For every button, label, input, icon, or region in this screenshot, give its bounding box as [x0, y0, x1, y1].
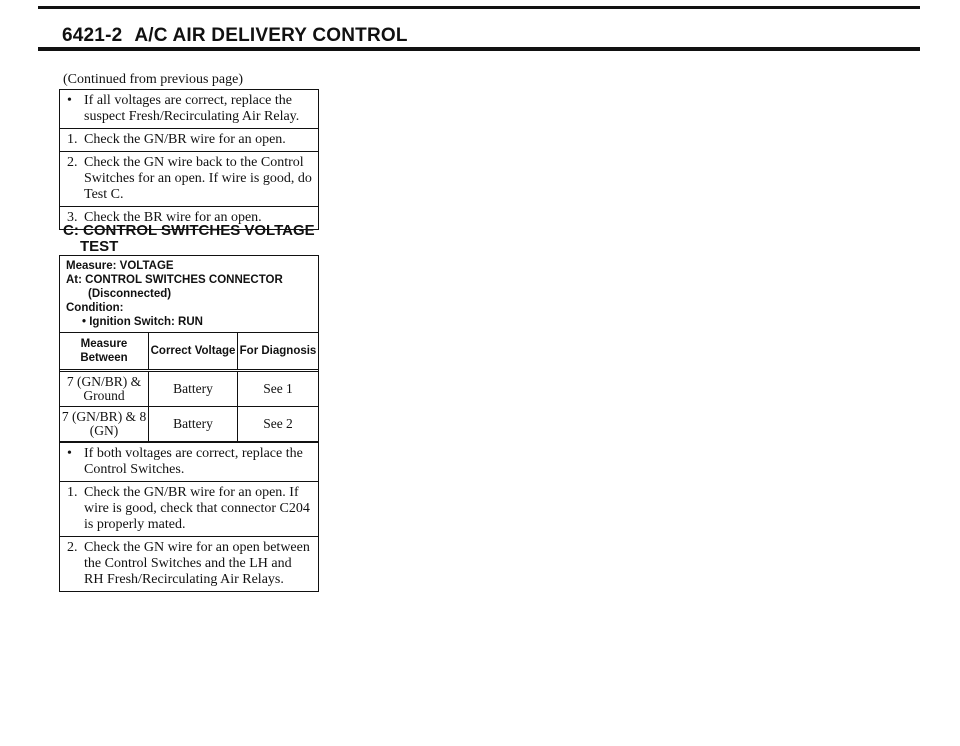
table-header-row — [60, 333, 318, 371]
table-cell: Battery — [149, 371, 238, 407]
column-header: For Diagnosis — [238, 333, 319, 371]
continued-note: (Continued from previous page) — [63, 72, 244, 87]
table-row — [60, 371, 318, 407]
diagnosis-box-b — [59, 89, 319, 230]
table-cell: 7 (GN/BR) & Ground — [60, 371, 149, 407]
item-text: Check the GN wire back to the Control Switches for an open. If wire is good, do Test C. — [84, 155, 312, 202]
list-item — [60, 152, 318, 207]
voltage-table — [60, 333, 318, 442]
bullet-marker: • — [67, 446, 72, 461]
item-text: Check the BR wire for an open. — [84, 210, 262, 225]
section-title-line1: C: CONTROL SWITCHES VOLTAGE — [63, 222, 315, 239]
diagnosis-box-c — [59, 255, 319, 592]
diagnosis-list — [60, 442, 318, 591]
header-rule — [38, 47, 920, 51]
list-item — [60, 536, 318, 591]
step-number: 1. — [67, 485, 78, 500]
list-item — [60, 481, 318, 536]
measure-line: Measure: VOLTAGE — [66, 260, 174, 272]
section-title-line2: TEST — [80, 238, 119, 255]
condition-item: • Ignition Switch: RUN — [82, 316, 203, 328]
list-item — [60, 90, 318, 129]
at-sub: (Disconnected) — [88, 288, 172, 300]
at-line: At: CONTROL SWITCHES CONNECTOR — [66, 274, 283, 286]
table-cell: Battery — [149, 407, 238, 442]
column-header: Measure Between — [60, 333, 149, 371]
table-cell: 7 (GN/BR) & 8 (GN) — [60, 407, 149, 442]
page-title: A/C AIR DELIVERY CONTROL — [134, 25, 408, 46]
item-text: If both voltages are correct, replace the Control Switches. — [84, 446, 303, 477]
column-header: Correct Voltage — [149, 333, 238, 371]
table-row — [60, 407, 318, 442]
page-header — [62, 25, 408, 47]
top-rule — [38, 6, 920, 9]
step-number: 1. — [67, 132, 78, 147]
item-text: Check the GN wire for an open between the Control Switches and the LH and RH Fresh/Recirculating Air Relays. — [84, 540, 310, 587]
measurement-spec — [60, 256, 318, 333]
list-item — [60, 129, 318, 152]
section-title — [63, 223, 323, 255]
section-number: 6421-2 — [62, 25, 123, 46]
item-text: Check the GN/BR wire for an open. If wire is good, check that connector C204 is properly mated. — [84, 485, 310, 532]
step-number: 3. — [67, 210, 78, 225]
step-number: 2. — [67, 155, 78, 170]
table-cell: See 2 — [238, 407, 319, 442]
list-item — [60, 442, 318, 481]
item-text: Check the GN/BR wire for an open. — [84, 132, 286, 147]
step-number: 2. — [67, 540, 78, 555]
bullet-marker: • — [67, 93, 72, 108]
condition-label: Condition: — [66, 302, 124, 314]
table-cell: See 1 — [238, 371, 319, 407]
item-text: If all voltages are correct, replace the suspect Fresh/Recirculating Air Relay. — [84, 93, 300, 124]
